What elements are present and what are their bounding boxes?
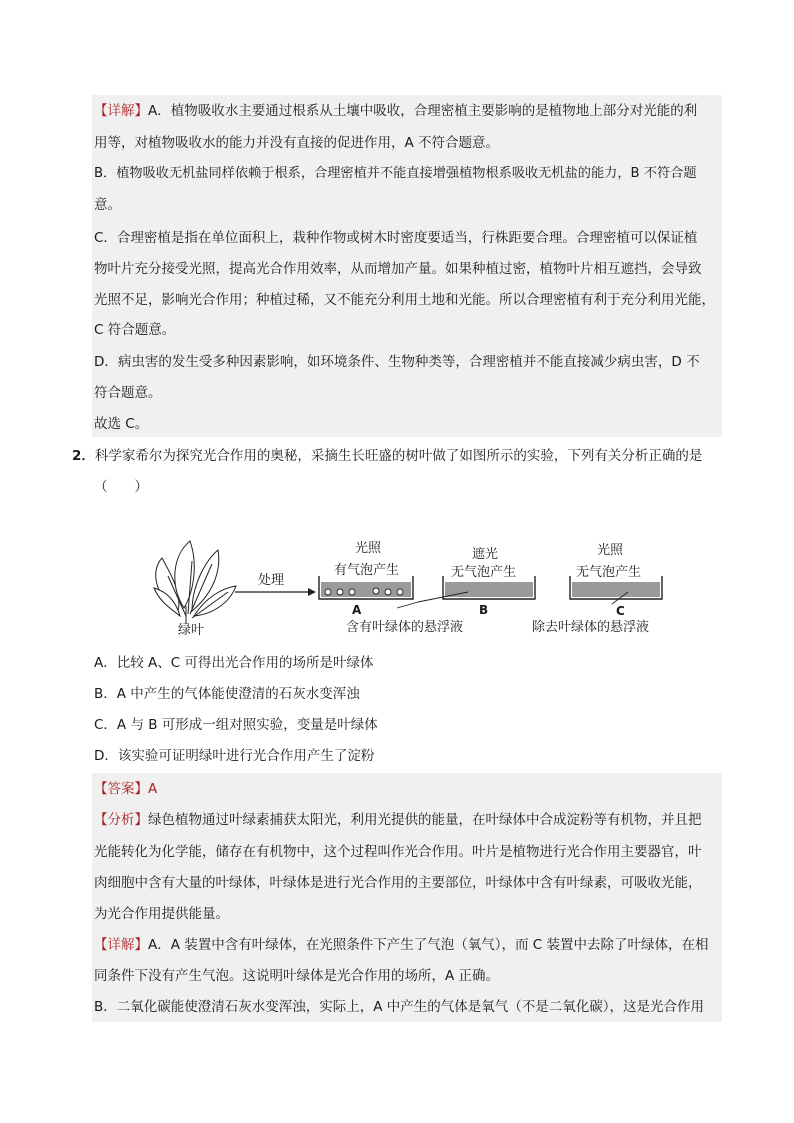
detail1-line-0: 【详解】A．植物吸收水主要通过根系从土壤中吸收，合理密植主要影响的是植物地上部分对光能的利 bbox=[94, 103, 698, 119]
detail1-line-10: 故选 C。 bbox=[94, 416, 149, 432]
beaker-c-condition: 光照 bbox=[597, 543, 624, 558]
analysis-line-3: 为光合作用提供能量。 bbox=[94, 906, 229, 922]
beaker-c-letter: C bbox=[616, 604, 625, 618]
detail1-line-5: 物叶片充分接受光照，提高光合作用效率，从而增加产量。如果种植过密，植物叶片相互遮挡，会导致 bbox=[94, 261, 702, 277]
detail1-line-1: 用等，对植物吸收水的能力并没有直接的促进作用，A 不符合题意。 bbox=[94, 135, 500, 151]
beaker-b-letter: B bbox=[479, 603, 489, 617]
detail1-line-3: 意。 bbox=[94, 197, 121, 213]
suspension-c-label: 除去叶绿体的悬浮液 bbox=[532, 620, 650, 635]
beaker-a-result: 有气泡产生 bbox=[334, 563, 400, 578]
experiment-figure bbox=[150, 536, 670, 641]
suspension-ab-label: 含有叶绿体的悬浮液 bbox=[346, 620, 464, 635]
option-c: C．A 与 B 可形成一组对照实验，变量是叶绿体 bbox=[94, 717, 378, 733]
detail2-line-2: B．二氧化碳能使澄清石灰水变浑浊，实际上，A 中产生的气体是氧气（不是二氧化碳），这是光合作用 bbox=[94, 999, 705, 1015]
detail1-label: 【详解】 bbox=[94, 103, 148, 119]
beaker-c-liquid bbox=[572, 582, 660, 597]
analysis-line-1: 光能转化为化学能，储存在有机物中，这个过程叫作光合作用。叶片是植物进行光合作用主要器官，叶 bbox=[94, 844, 702, 860]
beaker-b-result: 无气泡产生 bbox=[451, 565, 517, 580]
answer-blank: （ ） bbox=[94, 479, 148, 495]
pointer-line-a bbox=[397, 602, 418, 608]
detail2-label: 【详解】 bbox=[94, 937, 148, 953]
answer-value: A bbox=[148, 781, 158, 797]
option-b: B．A 中产生的气体能使澄清的石灰水变浑浊 bbox=[94, 686, 360, 702]
arrow-head bbox=[308, 588, 316, 596]
detail1-line-8: D．病虫害的发生受多种因素影响，如环境条件、生物种类等，合理密植并不能直接减少病虫害，D 不 bbox=[94, 354, 700, 370]
option-d: D．该实验可证明绿叶进行光合作用产生了淀粉 bbox=[94, 748, 375, 764]
leaf-label: 绿叶 bbox=[178, 623, 205, 638]
analysis-line-0: 【分析】绿色植物通过叶绿素捕获太阳光，利用光提供的能量，在叶绿体中合成淀粉等有机物，并且把 bbox=[94, 812, 702, 828]
analysis-label: 【分析】 bbox=[94, 812, 148, 828]
answer-label: 【答案】 bbox=[94, 781, 148, 797]
question2-stem-line bbox=[72, 446, 702, 466]
question-stem: 科学家希尔为探究光合作用的奥秘，采摘生长旺盛的树叶做了如图所示的实验，下列有关分析正确的是 bbox=[94, 448, 703, 464]
leaves-illustration bbox=[154, 541, 236, 624]
detail1-line-2: B．植物吸收无机盐同样依赖于根系，合理密植并不能直接增强植物根系吸收无机盐的能力，B 不符合题 bbox=[94, 166, 697, 181]
answer-line bbox=[94, 779, 157, 799]
detail1-line-9: 符合题意。 bbox=[94, 385, 162, 401]
beaker-a-letter: A bbox=[352, 603, 362, 617]
beaker-a-liquid bbox=[321, 582, 411, 597]
beaker-b-condition: 遮光 bbox=[472, 547, 499, 562]
analysis-line-2: 肉细胞中含有大量的叶绿体，叶绿体是进行光合作用的主要部位，叶绿体中含有叶绿素，可吸收光能， bbox=[94, 875, 702, 891]
detail2-line-0: 【详解】A．A 装置中含有叶绿体，在光照条件下产生了气泡（氧气），而 C 装置中去除了叶绿体，在相 bbox=[94, 937, 709, 953]
question-number: 2． bbox=[72, 448, 95, 464]
arrow-label: 处理 bbox=[258, 573, 285, 588]
detail2-line-1: 同条件下没有产生气泡。这说明叶绿体是光合作用的场所，A 正确。 bbox=[94, 968, 500, 984]
beaker-c-result: 无气泡产生 bbox=[576, 565, 642, 580]
detail1-line-4: C．合理密植是指在单位面积上，栽种作物或树木时密度要适当，行株距要合理。合理密植可以保证植 bbox=[94, 230, 698, 246]
option-a: A．比较 A、C 可得出光合作用的场所是叶绿体 bbox=[94, 655, 374, 671]
detail1-line-6: 光照不足，影响光合作用；种植过稀，又不能充分利用土地和光能。所以合理密植有利于充分利用光能， bbox=[94, 292, 715, 308]
detail1-line-7: C 符合题意。 bbox=[94, 322, 176, 338]
beaker-a-condition: 光照 bbox=[355, 541, 382, 556]
beaker-b-liquid bbox=[445, 582, 533, 597]
